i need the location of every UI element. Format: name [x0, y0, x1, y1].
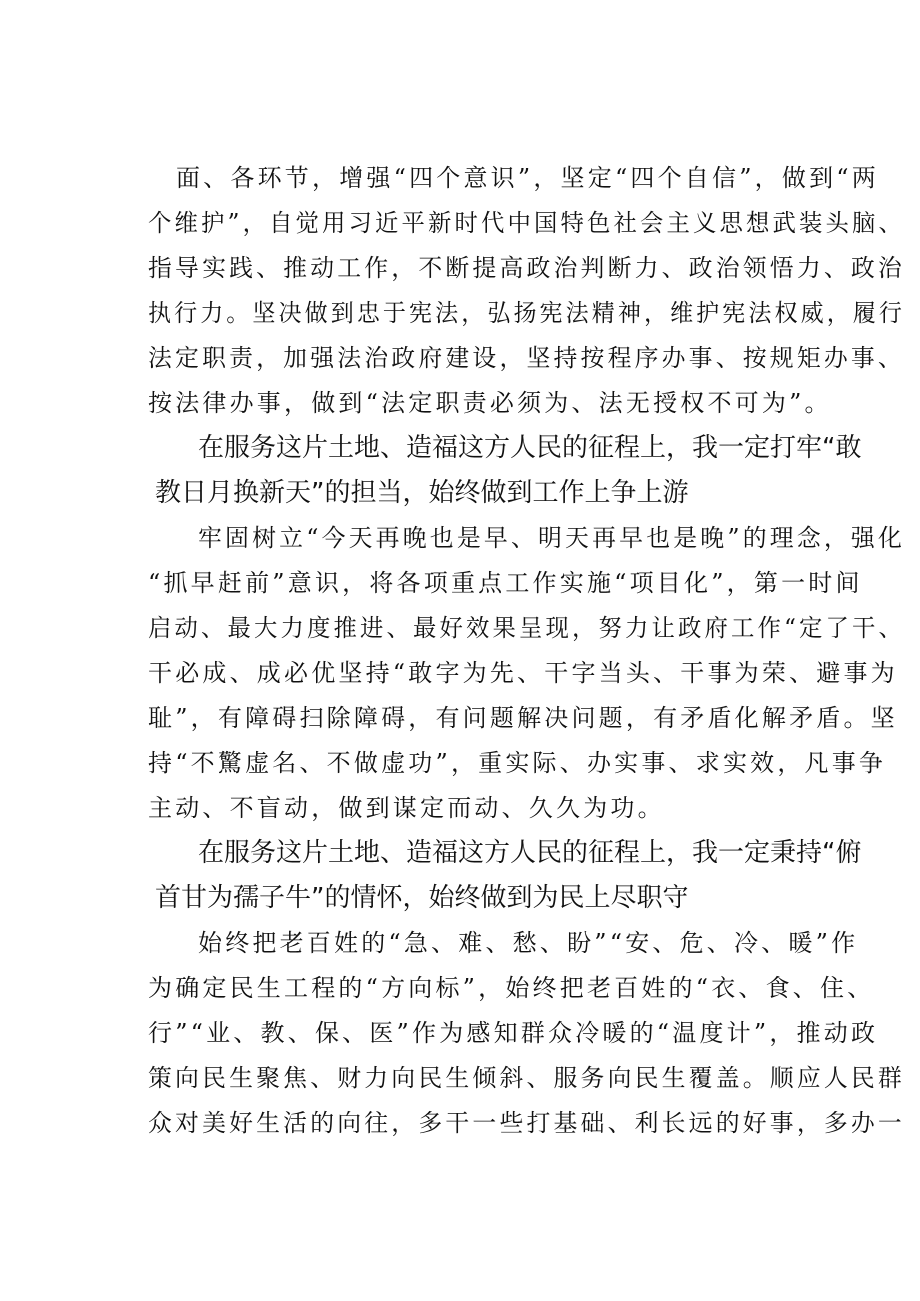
paragraph-line: 为确定民生工程的“方向标”，始终把老百姓的“衣、食、住、 — [148, 974, 875, 1002]
paragraph-line: 按法律办事，做到“法定职责必须为、法无授权不可为”。 — [148, 389, 832, 417]
paragraph-line: 牢固树立“今天再晚也是早、明天再早也是晚”的理念，强化 — [198, 524, 906, 552]
paragraph-line: 始终把老百姓的“急、难、愁、盼”“安、危、冷、暖”作 — [198, 929, 859, 957]
paragraph-line: 个维护”，自觉用习近平新时代中国特色社会主义思想武装头脑、 — [148, 209, 906, 237]
paragraph-line: 执行力。坚决做到忠于宪法，弘扬宪法精神，维护宪法权威，履行 — [148, 299, 906, 327]
paragraph-line: 指导实践、推动工作，不断提高政治判断力、政治领悟力、政治 — [148, 254, 905, 282]
paragraph-line: 众对美好生活的向往，多干一些打基础、利长远的好事，多办一 — [148, 1109, 905, 1137]
paragraph-line: 主动、不盲动，做到谋定而动、久久为功。 — [148, 794, 665, 822]
paragraph-line: 行”“业、教、保、医”作为感知群众冷暖的“温度计”，推动政 — [148, 1019, 879, 1047]
paragraph-line: 策向民生聚焦、财力向民生倾斜、服务向民生覆盖。顺应人民群 — [148, 1064, 905, 1092]
paragraph-line: 面、各环节，增强“四个意识”，坚定“四个自信”，做到“两 — [176, 164, 879, 192]
heading-line: 教日月换新天”的担当，始终做到工作上争上游 — [155, 478, 689, 508]
paragraph-line: “抓早赶前”意识，将各项重点工作实施“项目化”，第一时间 — [148, 569, 863, 597]
paragraph-line: 法定职责，加强法治政府建设，坚持按程序办事、按规矩办事、 — [148, 344, 905, 372]
heading-line: 首甘为孺子牛”的情怀，始终做到为民上尽职守 — [155, 883, 689, 913]
heading-line: 在服务这片土地、造福这方人民的征程上，我一定秉持“俯 — [198, 838, 862, 868]
paragraph-line: 耻”，有障碍扫除障碍，有问题解决问题，有矛盾化解矛盾。坚 — [148, 704, 898, 732]
heading-line: 在服务这片土地、造福这方人民的征程上，我一定打牢“敢 — [198, 433, 862, 463]
paragraph-line: 启动、最大力度推进、最好效果呈现，努力让政府工作“定了干、 — [148, 614, 906, 642]
paragraph-line: 持“不驚虚名、不做虚功”，重实际、办实事、求实效，凡事争 — [148, 749, 887, 777]
paragraph-line: 干必成、成必优坚持“敢字为先、干字当头、干事为荣、避事为 — [148, 659, 898, 687]
